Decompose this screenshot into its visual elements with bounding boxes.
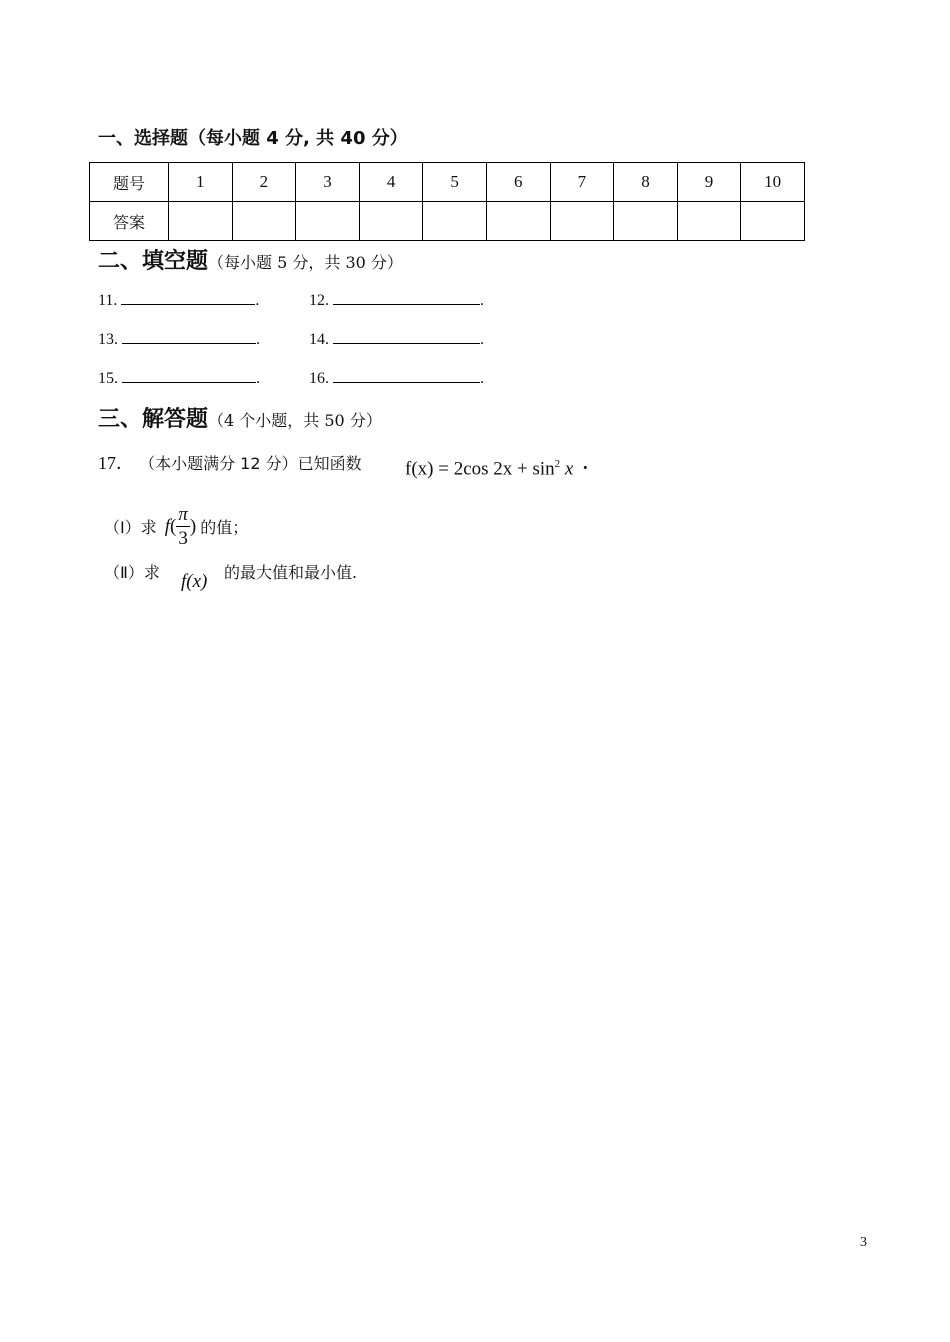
question-number-cell: 6 (486, 163, 550, 202)
answer-cell[interactable] (232, 202, 296, 241)
formula-exponent: 2 (554, 458, 561, 470)
question-number-cell: 10 (741, 163, 805, 202)
answer-cell[interactable] (296, 202, 360, 241)
part2-function: f(x) (181, 571, 208, 592)
blank-number: 14. (309, 331, 329, 348)
blank-number: 16. (309, 370, 329, 387)
section2-heading (98, 244, 403, 275)
answer-cell[interactable] (423, 202, 487, 241)
fraction-denominator: 3 (178, 528, 188, 549)
part2-expression (181, 571, 207, 593)
answer-blank[interactable] (122, 368, 256, 383)
part1-label: （Ⅰ）求 (104, 518, 157, 537)
formula-main: f(x) = 2cos 2x + sin (405, 458, 555, 480)
part2-label: （Ⅱ）求 (104, 563, 160, 582)
question-number-cell: 8 (614, 163, 678, 202)
blank-number: 12. (309, 292, 329, 309)
question-number-cell: 9 (677, 163, 741, 202)
section3-note: （4 个小题，共 50 分） (208, 411, 382, 430)
question-number-cell: 7 (550, 163, 614, 202)
part2-suffix: 的最大值和最小值. (224, 563, 358, 582)
answer-cell[interactable] (614, 202, 678, 241)
part1-function: f (164, 515, 171, 537)
fill-blank-row: 11. . (98, 292, 260, 309)
answer-blank[interactable] (333, 290, 480, 305)
answer-table-answer-row (90, 202, 805, 241)
page-number: 3 (860, 1235, 867, 1250)
function-formula (405, 458, 588, 480)
answer-blank[interactable] (333, 329, 480, 344)
answer-cell[interactable] (486, 202, 550, 241)
blank-number: 15. (98, 370, 118, 387)
fill-blank-row: 14. . (309, 331, 484, 348)
fraction-numerator: π (178, 504, 188, 525)
problem-17 (98, 449, 362, 475)
fill-blank-row: 12. . (309, 292, 484, 309)
answer-cell[interactable] (677, 202, 741, 241)
pi-over-3-fraction (176, 505, 190, 548)
answer-table-header-row (90, 163, 805, 202)
blank-number: 13. (98, 331, 118, 348)
answer-cell[interactable] (359, 202, 423, 241)
fill-blank-row: 16. . (309, 370, 484, 387)
question-number-cell: 5 (423, 163, 487, 202)
section3-heading (98, 402, 382, 433)
question-number-cell: 2 (232, 163, 296, 202)
formula-end-mark: · (582, 458, 589, 480)
problem-intro: （本小题满分 12 分）已知函数 (139, 454, 362, 473)
answer-cell[interactable] (741, 202, 805, 241)
section2-title: 二、填空题 (98, 249, 209, 274)
answer-blank[interactable] (121, 290, 255, 305)
question-number-cell: 3 (296, 163, 360, 202)
question-number-label: 题号 (90, 163, 169, 202)
fill-blank-row: 13. . (98, 331, 260, 348)
answer-label: 答案 (90, 202, 169, 241)
problem-number: 17． (98, 453, 134, 473)
part1-suffix: 的值； (200, 518, 249, 537)
answer-blank[interactable] (333, 368, 480, 383)
section3-title: 三、解答题 (98, 407, 209, 432)
question-number-cell: 4 (359, 163, 423, 202)
formula-variable: x (564, 458, 574, 480)
problem-part-1: （Ⅰ）求 f( $\frac{\pi}{3}$ ) 的值； (104, 504, 249, 549)
question-number-cell: 1 (169, 163, 233, 202)
answer-table (89, 162, 805, 241)
section1-title: 一、选择题（每小题 4 分, 共 40 分） (98, 128, 408, 149)
fill-blank-row: 15. . (98, 370, 260, 387)
answer-cell[interactable] (169, 202, 233, 241)
answer-blank[interactable] (122, 329, 256, 344)
blank-number: 11. (98, 292, 118, 309)
answer-cell[interactable] (550, 202, 614, 241)
section2-note: （每小题 5 分，共 30 分） (208, 253, 403, 272)
